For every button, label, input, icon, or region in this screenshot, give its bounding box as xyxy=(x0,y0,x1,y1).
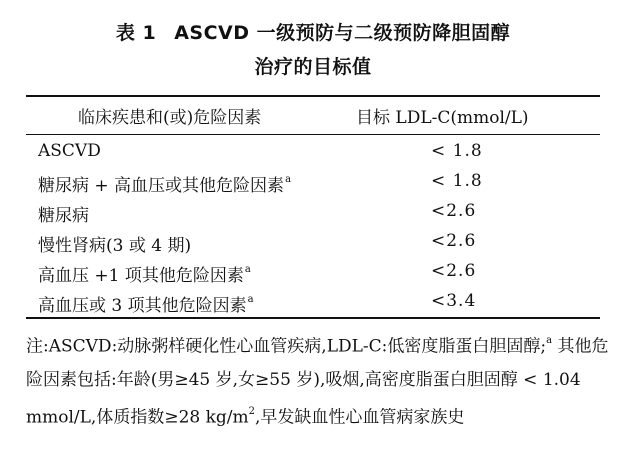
table-row xyxy=(26,168,600,199)
row-condition: 高血压或 3 项其他危险因素$^a$ xyxy=(38,294,254,316)
table-row xyxy=(26,198,600,229)
row-condition: 高血压 +1 项其他危险因素$^a$ xyxy=(38,264,251,286)
table-row xyxy=(26,288,600,319)
table-number: 表 1 xyxy=(115,22,157,44)
table-footnote: 注:ASCVD:动脉粥样硬化性心血管疾病,LDL-C:低密度脂蛋白胆固醇;$^a$ 其他危险因素包括:年龄(男≥45 岁,女≥55 岁),吸烟,高密度脂蛋白胆固醇 < 1.04 mmol/L,体质指数≥28 $kg/m^2$,早发缺血性心血管病家族史 xyxy=(26,335,609,428)
table-title xyxy=(0,18,626,45)
table-row xyxy=(26,138,600,169)
row-condition: 糖尿病 xyxy=(38,206,89,226)
table-row xyxy=(26,228,600,259)
row-target: < 1.8 xyxy=(431,171,483,191)
table-title-main: ASCVD 一级预防与二级预防降胆固醇 xyxy=(174,22,511,44)
table-title-line2: 治疗的目标值 xyxy=(254,56,372,78)
row-target: <2.6 xyxy=(431,231,477,251)
row-condition: 慢性肾病(3 或 4 期) xyxy=(38,236,192,256)
row-target: <3.4 xyxy=(431,291,477,311)
table-header-rule xyxy=(26,134,600,135)
table-row xyxy=(26,258,600,289)
row-target: <2.6 xyxy=(431,261,477,281)
row-condition: ASCVD xyxy=(38,141,101,161)
column-header-condition: 临床疾患和(或)危险因素 xyxy=(78,108,262,128)
row-condition: 糖尿病 + 高血压或其他危险因素$^a$ xyxy=(38,174,292,196)
column-header-target: 目标 LDL-C(mmol/L) xyxy=(356,108,529,128)
table-top-rule xyxy=(26,95,600,97)
row-target: < 1.8 xyxy=(431,141,483,161)
table-bottom-rule xyxy=(26,317,600,319)
row-target: <2.6 xyxy=(431,201,477,221)
